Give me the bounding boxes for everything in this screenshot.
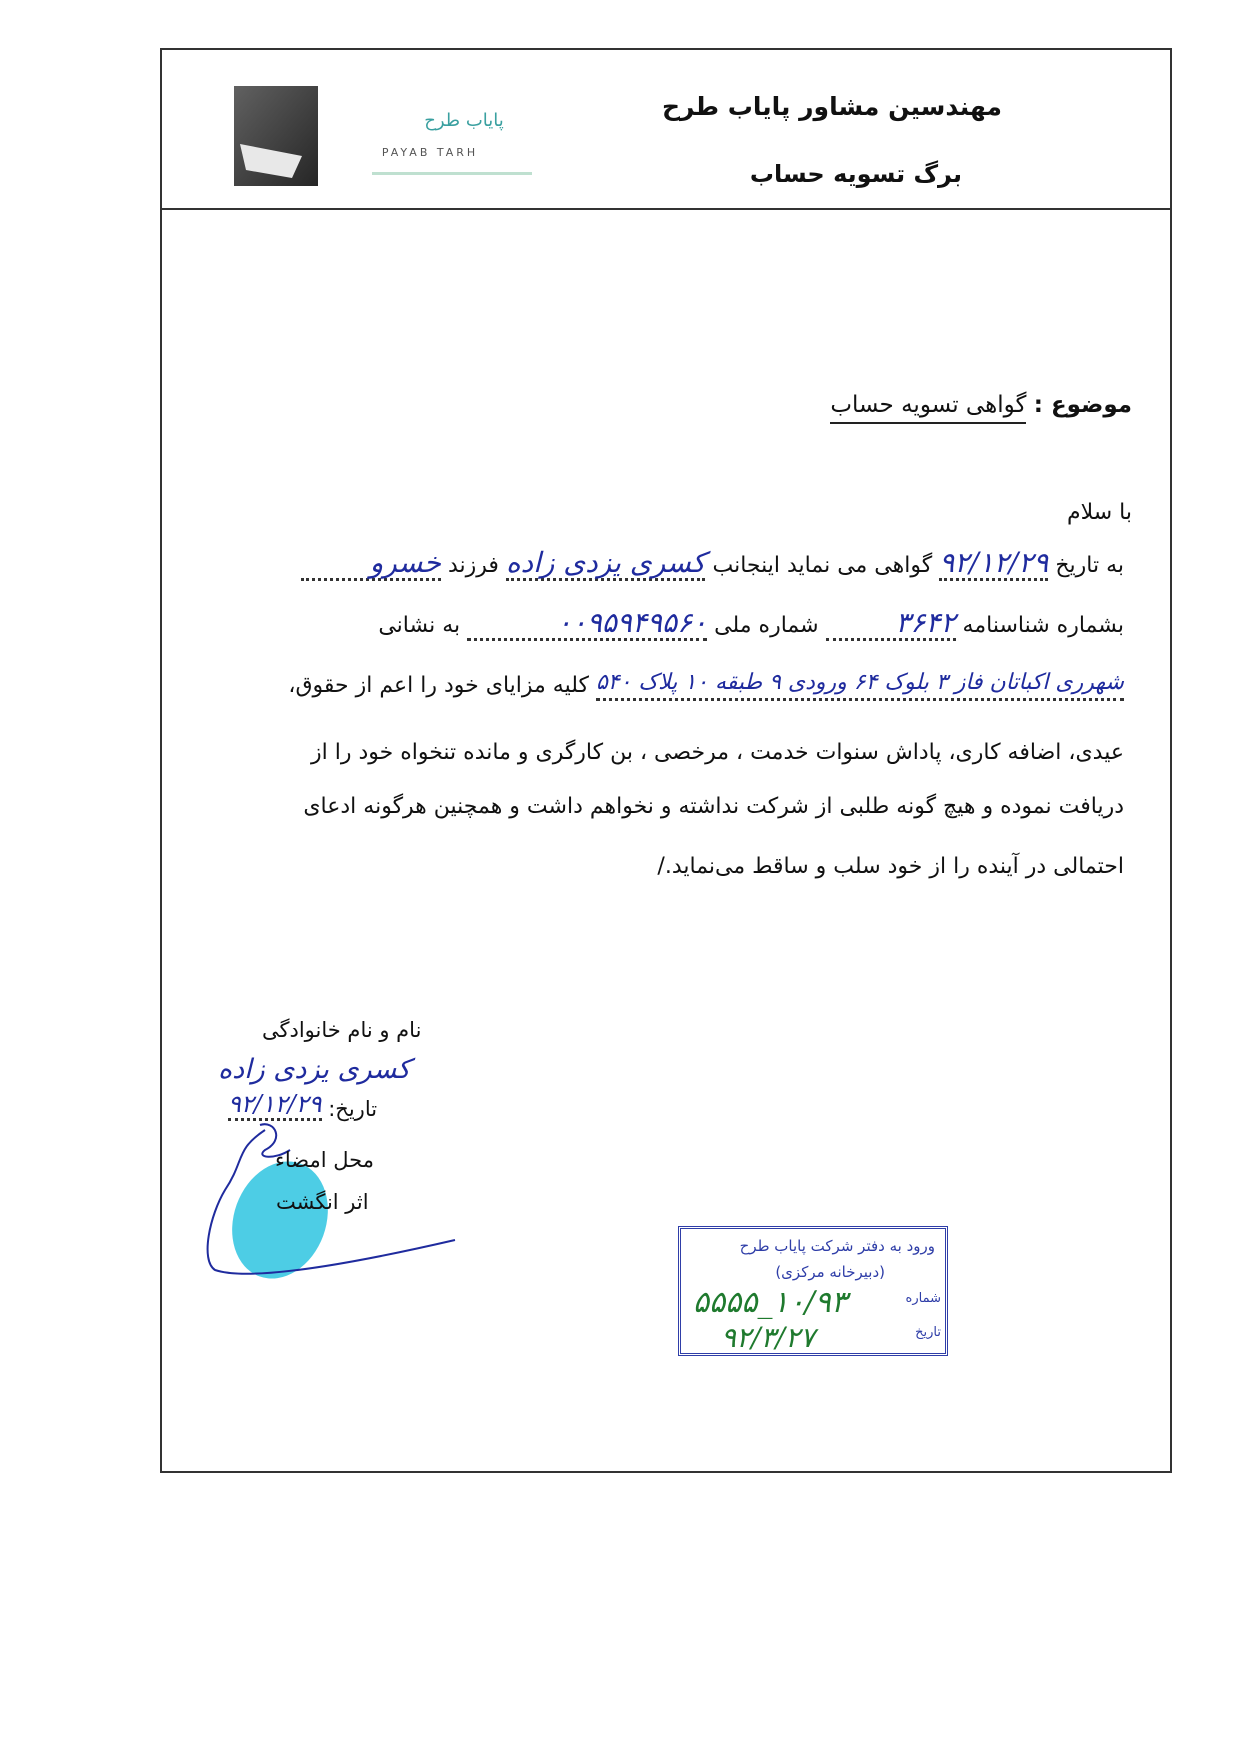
thumbprint-label: اثر انگشت: [276, 1190, 369, 1214]
body-text: به تاریخ: [1055, 553, 1124, 578]
body-text: به نشانی: [378, 613, 461, 638]
registry-stamp: [678, 1226, 948, 1356]
stamp-number: ۱۰/۹۳_۵۵۵۵: [693, 1285, 848, 1320]
signature-date-handwritten: ۹۲/۱۲/۲۹: [228, 1090, 322, 1121]
handwritten-date: ۹۲/۱۲/۲۹: [939, 546, 1049, 579]
body-text: شماره ملی: [714, 613, 819, 638]
stamp-date-label: تاریخ: [915, 1325, 941, 1340]
signature-date-label: تاریخ:: [328, 1097, 378, 1121]
body-line-1: [301, 548, 1124, 581]
company-logo: [232, 86, 532, 188]
body-line-4: عیدی، اضافه کاری، پاداش سنوات خدمت ، مرخصی ، بن کارگری و مانده تنخواه خود را از: [311, 740, 1124, 765]
handwritten-address: شهرری اکباتان فاز ۳ بلوک ۶۴ ورودی ۹ طبقه ۱۰ پلاک ۵۴۰: [596, 668, 1124, 701]
body-text: کلیه مزایای خود را اعم از حقوق،: [288, 673, 589, 698]
logo-text: پایاب طرح: [424, 110, 504, 131]
handwritten-id-number: ۳۶۴۲: [826, 608, 956, 641]
signature-name-handwritten: کسری یزدی زاده: [218, 1054, 411, 1085]
stamp-title: ورود به دفتر شرکت پایاب طرح: [739, 1237, 935, 1255]
subject-label: موضوع :: [1033, 392, 1132, 418]
stamp-date: ۹۲/۳/۲۷: [721, 1321, 816, 1354]
company-name: مهندسین مشاور پایاب طرح: [661, 92, 1002, 121]
body-line-6: احتمالی در آینده را از خود سلب و ساقط می‌نماید./: [657, 854, 1124, 879]
form-title: برگ تسویه حساب: [749, 160, 962, 188]
handwritten-father-name: خسرو: [301, 548, 441, 581]
body-line-5: دریافت نموده و هیچ گونه طلبی از شرکت نداشته و نخواهم داشت و همچنین هرگونه ادعای: [303, 794, 1124, 819]
signature-name-label: نام و نام خانوادگی: [262, 1018, 422, 1042]
body-text: گواهی می نماید اینجانب: [712, 553, 933, 578]
logo-latin: PAYAB TARH: [381, 146, 479, 159]
handwritten-name: کسری یزدی زاده: [505, 546, 706, 579]
stamp-subtitle: (دبیرخانه مرکزی): [775, 1263, 885, 1281]
header-divider: [160, 208, 1172, 210]
greeting: با سلام: [1066, 500, 1132, 525]
body-text: فرزند: [447, 553, 499, 578]
body-text: بشماره شناسنامه: [962, 613, 1124, 638]
body-line-2: [378, 608, 1124, 641]
stamp-number-label: شماره: [905, 1291, 941, 1306]
signature-place-label: محل امضاء: [275, 1148, 374, 1172]
handwritten-national-id: ۰۰۹۵۹۴۹۵۶۰: [467, 608, 707, 641]
signature-date-row: [228, 1090, 377, 1121]
body-line-3: [288, 668, 1124, 701]
subject-value: گواهی تسویه حساب: [830, 392, 1026, 424]
subject-row: [830, 392, 1132, 418]
